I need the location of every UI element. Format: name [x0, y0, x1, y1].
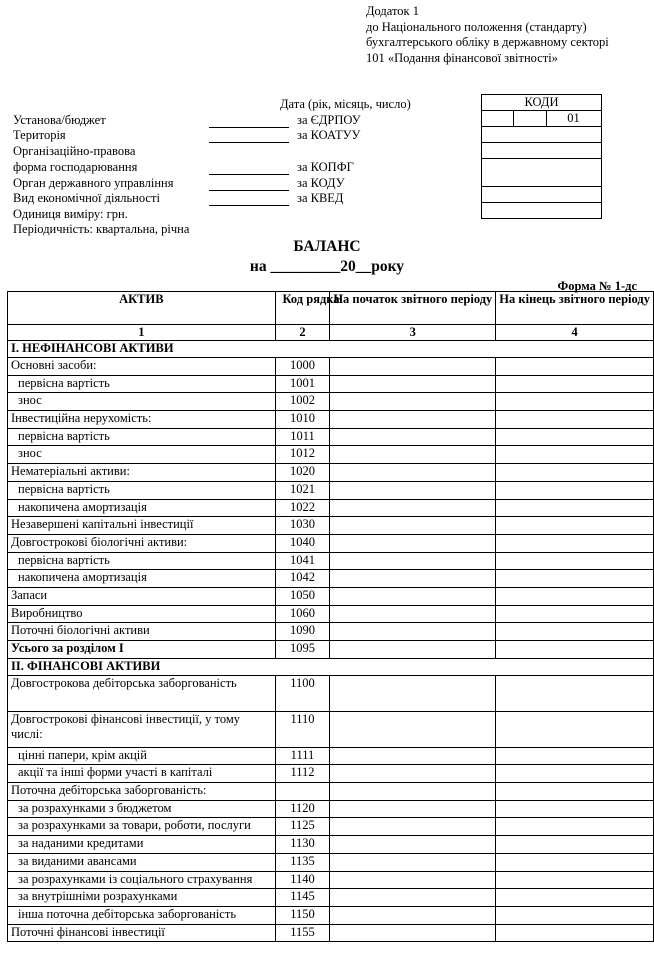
- field-label-legal-form-1: Організаційно-правова: [13, 144, 136, 158]
- document-subtitle: на _________20__року: [249, 258, 405, 275]
- row-code: 1120: [275, 800, 330, 818]
- value-start-period[interactable]: [330, 675, 496, 711]
- table-row: [8, 446, 654, 464]
- row-label: Поточні фінансові інвестиції: [8, 924, 276, 942]
- annex-line-3: бухгалтерського обліку в державному секторі: [366, 35, 609, 49]
- row-code: 1010: [275, 411, 330, 429]
- row-label: Довгострокова дебіторська заборгованість: [8, 675, 276, 711]
- value-end-period[interactable]: [496, 375, 654, 393]
- value-start-period[interactable]: [330, 853, 496, 871]
- col-num-4: 4: [496, 325, 654, 341]
- annex-header: [366, 4, 609, 66]
- value-start-period[interactable]: [330, 818, 496, 836]
- field-input-authority[interactable]: [209, 190, 289, 191]
- value-start-period[interactable]: [330, 428, 496, 446]
- value-start-period[interactable]: [330, 605, 496, 623]
- row-code: 1011: [275, 428, 330, 446]
- value-start-period[interactable]: [330, 783, 496, 801]
- row-code: 1042: [275, 570, 330, 588]
- value-start-period[interactable]: [330, 641, 496, 659]
- section-row: [8, 658, 654, 675]
- row-label: первісна вартість: [8, 481, 276, 499]
- row-label: Нематеріальні активи:: [8, 464, 276, 482]
- value-end-period[interactable]: [496, 711, 654, 747]
- table-row: [8, 836, 654, 854]
- field-label-territory: Територія: [13, 128, 66, 142]
- table-row: [8, 675, 654, 711]
- value-start-period[interactable]: [330, 889, 496, 907]
- row-label: Виробництво: [8, 605, 276, 623]
- value-end-period[interactable]: [496, 358, 654, 376]
- row-label: за внутрішніми розрахунками: [8, 889, 276, 907]
- value-start-period[interactable]: [330, 924, 496, 942]
- value-start-period[interactable]: [330, 411, 496, 429]
- table-row: [8, 428, 654, 446]
- table-row: [8, 517, 654, 535]
- value-end-period[interactable]: [496, 747, 654, 765]
- code-cell-date[interactable]: [481, 111, 602, 127]
- row-code: 1001: [275, 375, 330, 393]
- row-code: 1021: [275, 481, 330, 499]
- row-label: Запаси: [8, 587, 276, 605]
- table-row: [8, 534, 654, 552]
- value-end-period[interactable]: [496, 853, 654, 871]
- section-title: I. НЕФІНАНСОВІ АКТИВИ: [8, 341, 654, 358]
- form-number: Форма № 1-дс: [557, 279, 637, 293]
- field-label-legal-form-2: форма господарювання: [13, 160, 138, 174]
- table-row: [8, 871, 654, 889]
- value-end-period[interactable]: [496, 446, 654, 464]
- value-start-period[interactable]: [330, 836, 496, 854]
- value-start-period[interactable]: [330, 711, 496, 747]
- codes-header-box: [481, 94, 602, 111]
- field-input-activity[interactable]: [209, 205, 289, 206]
- value-end-period[interactable]: [496, 818, 654, 836]
- row-code: 1145: [275, 889, 330, 907]
- row-code: 1040: [275, 534, 330, 552]
- value-start-period[interactable]: [330, 517, 496, 535]
- row-label: інша поточна дебіторська заборгованість: [8, 906, 276, 924]
- value-start-period[interactable]: [330, 481, 496, 499]
- row-code: 1150: [275, 906, 330, 924]
- field-suffix-edrpou: за ЄДРПОУ: [297, 113, 361, 127]
- value-start-period[interactable]: [330, 393, 496, 411]
- value-end-period[interactable]: [496, 534, 654, 552]
- field-label-authority: Орган державного управління: [13, 176, 174, 190]
- value-end-period[interactable]: [496, 605, 654, 623]
- row-label: за наданими кредитами: [8, 836, 276, 854]
- row-label: Довгострокові біологічні активи:: [8, 534, 276, 552]
- table-row: [8, 765, 654, 783]
- row-code: 1000: [275, 358, 330, 376]
- codes-header: КОДИ: [524, 95, 559, 109]
- row-label: Поточні біологічні активи: [8, 623, 276, 641]
- field-suffix-kopfg: за КОПФГ: [297, 160, 354, 174]
- annex-line-2: до Національного положення (стандарту): [366, 19, 587, 34]
- value-start-period[interactable]: [330, 765, 496, 783]
- annex-line-4: 101 «Подання фінансової звітності»: [366, 50, 558, 65]
- row-label: за розрахунками із соціального страхування: [8, 871, 276, 889]
- row-label: цінні папери, крім акцій: [8, 747, 276, 765]
- row-code: 1130: [275, 836, 330, 854]
- value-end-period[interactable]: [496, 517, 654, 535]
- balance-table-body: [8, 292, 654, 942]
- row-code: 1090: [275, 623, 330, 641]
- row-label: Довгострокові фінансові інвестиції, у тому числі:: [8, 711, 276, 747]
- value-end-period[interactable]: [496, 871, 654, 889]
- field-input-legal-form[interactable]: [209, 174, 289, 175]
- table-row: [8, 641, 654, 659]
- row-code: 1100: [275, 675, 330, 711]
- value-end-period[interactable]: [496, 570, 654, 588]
- value-start-period[interactable]: [330, 358, 496, 376]
- field-label-unit: Одиниця виміру: грн.: [13, 207, 128, 221]
- value-start-period[interactable]: [330, 587, 496, 605]
- value-end-period[interactable]: [496, 836, 654, 854]
- code-cell-kodu[interactable]: [481, 187, 602, 203]
- table-row: [8, 818, 654, 836]
- table-row: [8, 464, 654, 482]
- table-row: [8, 783, 654, 801]
- table-row: [8, 375, 654, 393]
- row-label: за розрахунками з бюджетом: [8, 800, 276, 818]
- table-row: [8, 906, 654, 924]
- table-header-row: [8, 292, 654, 325]
- value-start-period[interactable]: [330, 552, 496, 570]
- annex-line-1: Додаток 1: [366, 4, 419, 18]
- value-end-period[interactable]: [496, 552, 654, 570]
- value-start-period[interactable]: [330, 800, 496, 818]
- document-title: БАЛАНС: [293, 238, 361, 255]
- value-end-period[interactable]: [496, 393, 654, 411]
- table-row: [8, 411, 654, 429]
- row-code: 1022: [275, 499, 330, 517]
- field-suffix-kved: за КВЕД: [297, 191, 344, 205]
- value-start-period[interactable]: [330, 570, 496, 588]
- row-label: накопичена амортизація: [8, 499, 276, 517]
- value-start-period[interactable]: [330, 534, 496, 552]
- row-code: 1135: [275, 853, 330, 871]
- section-row: [8, 341, 654, 358]
- row-label: Усього за розділом I: [8, 641, 276, 659]
- value-end-period[interactable]: [496, 906, 654, 924]
- value-end-period[interactable]: [496, 783, 654, 801]
- field-input-territory[interactable]: [209, 142, 289, 143]
- table-row: [8, 499, 654, 517]
- header-end: На кінець звітного періоду: [496, 292, 654, 325]
- table-row: [8, 924, 654, 942]
- date-label: Дата (рік, місяць, число): [280, 97, 411, 111]
- field-suffix-kodu: за КОДУ: [297, 176, 345, 190]
- value-end-period[interactable]: [496, 464, 654, 482]
- value-end-period[interactable]: [496, 481, 654, 499]
- col-num-3: 3: [330, 325, 496, 341]
- row-code: 1095: [275, 641, 330, 659]
- row-code: 1155: [275, 924, 330, 942]
- table-row: [8, 623, 654, 641]
- row-code: 1111: [275, 747, 330, 765]
- row-label: знос: [8, 446, 276, 464]
- value-start-period[interactable]: [330, 747, 496, 765]
- value-start-period[interactable]: [330, 375, 496, 393]
- table-row: [8, 605, 654, 623]
- row-label: за розрахунками за товари, роботи, послуги: [8, 818, 276, 836]
- field-label-institution: Установа/бюджет: [13, 113, 106, 127]
- value-end-period[interactable]: [496, 800, 654, 818]
- row-label: первісна вартість: [8, 375, 276, 393]
- row-label: первісна вартість: [8, 552, 276, 570]
- row-code: 1060: [275, 605, 330, 623]
- header-start: На початок звітного періоду: [330, 292, 496, 325]
- row-label: знос: [8, 393, 276, 411]
- value-end-period[interactable]: [496, 765, 654, 783]
- row-label: за виданими авансами: [8, 853, 276, 871]
- table-row: [8, 853, 654, 871]
- value-start-period[interactable]: [330, 623, 496, 641]
- table-row: [8, 358, 654, 376]
- row-label: Основні засоби:: [8, 358, 276, 376]
- header-asset: АКТИВ: [8, 292, 276, 325]
- row-code: 1002: [275, 393, 330, 411]
- value-start-period[interactable]: [330, 906, 496, 924]
- field-suffix-koatuu: за КОАТУУ: [297, 128, 361, 142]
- row-code: 1112: [275, 765, 330, 783]
- value-start-period[interactable]: [330, 446, 496, 464]
- table-row: [8, 393, 654, 411]
- row-code: 1140: [275, 871, 330, 889]
- value-end-period[interactable]: [496, 889, 654, 907]
- row-code: [275, 783, 330, 801]
- header-code: [275, 292, 340, 325]
- row-label: Поточна дебіторська заборгованість:: [8, 783, 276, 801]
- row-label: Інвестиційна нерухомість:: [8, 411, 276, 429]
- table-row: [8, 481, 654, 499]
- column-number-row: [8, 325, 654, 341]
- code-cell-edrpou[interactable]: [481, 127, 602, 143]
- field-label-periodicity: Періодичність: квартальна, річна: [13, 222, 190, 236]
- balance-table: [7, 291, 654, 942]
- value-end-period[interactable]: [496, 428, 654, 446]
- code-date-month: 01: [567, 111, 580, 125]
- col-num-2: 2: [275, 325, 330, 341]
- row-code: 1110: [275, 711, 330, 747]
- value-end-period[interactable]: [496, 499, 654, 517]
- field-input-institution[interactable]: [209, 127, 289, 128]
- table-row: [8, 570, 654, 588]
- value-start-period[interactable]: [330, 464, 496, 482]
- row-code: 1030: [275, 517, 330, 535]
- col-num-1: 1: [8, 325, 276, 341]
- field-label-activity: Вид економічної діяльності: [13, 191, 160, 205]
- table-row: [8, 747, 654, 765]
- value-end-period[interactable]: [496, 675, 654, 711]
- value-end-period[interactable]: [496, 924, 654, 942]
- table-row: [8, 552, 654, 570]
- row-label: накопичена амортизація: [8, 570, 276, 588]
- row-code: 1050: [275, 587, 330, 605]
- row-code: 1041: [275, 552, 330, 570]
- row-code: 1125: [275, 818, 330, 836]
- section-title: II. ФІНАНСОВІ АКТИВИ: [8, 658, 654, 675]
- value-start-period[interactable]: [330, 499, 496, 517]
- value-start-period[interactable]: [330, 871, 496, 889]
- value-end-period[interactable]: [496, 623, 654, 641]
- table-row: [8, 800, 654, 818]
- code-cell-kved[interactable]: [481, 203, 602, 219]
- row-label: акції та інші форми участі в капіталі: [8, 765, 276, 783]
- value-end-period[interactable]: [496, 411, 654, 429]
- code-cell-kopfg[interactable]: [481, 159, 602, 187]
- value-end-period[interactable]: [496, 641, 654, 659]
- table-row: [8, 711, 654, 747]
- row-label: первісна вартість: [8, 428, 276, 446]
- row-code: 1020: [275, 464, 330, 482]
- row-label: Незавершені капітальні інвестиції: [8, 517, 276, 535]
- table-row: [8, 587, 654, 605]
- header-code-text: Код рядка: [282, 292, 340, 306]
- value-end-period[interactable]: [496, 587, 654, 605]
- row-code: 1012: [275, 446, 330, 464]
- table-row: [8, 889, 654, 907]
- code-cell-koatuu[interactable]: [481, 143, 602, 159]
